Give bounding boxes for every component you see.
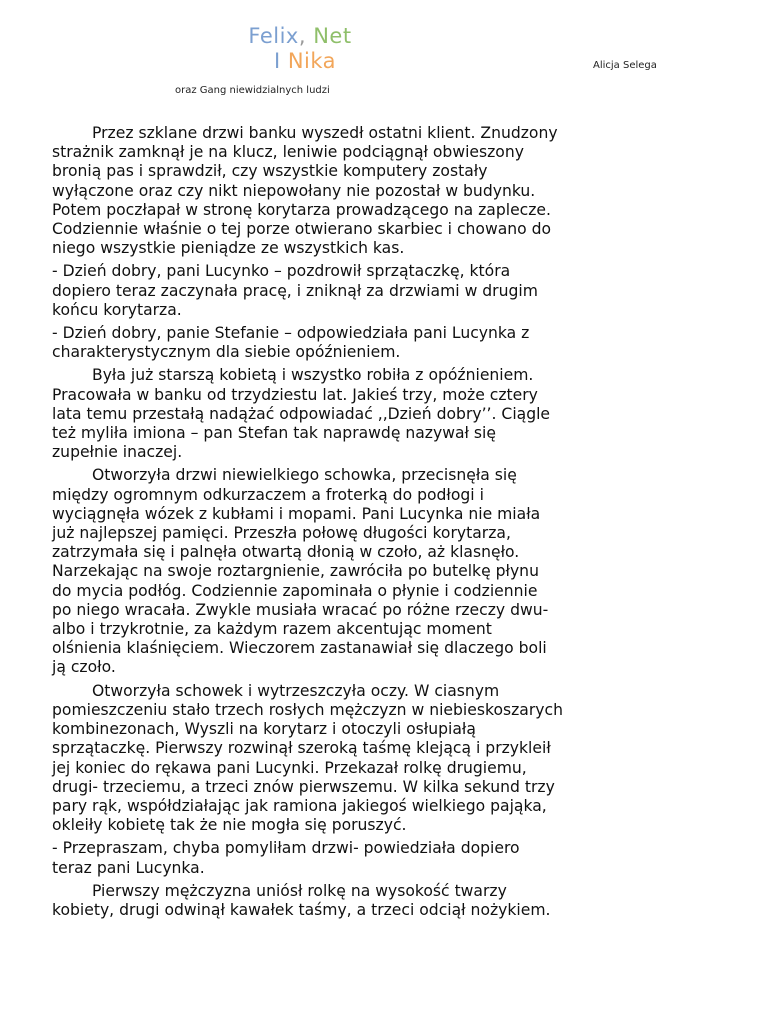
title-word-felix: Felix — [248, 24, 299, 48]
paragraph-3: - Dzień dobry, panie Stefanie – odpowiedziała pani Lucynka z charakterystycznym dla siebie opóźnieniem. — [52, 324, 530, 362]
title-word-nika: Nika — [287, 49, 337, 73]
paragraph-2: - Dzień dobry, pani Lucynko – pozdrowił sprzątaczkę, która dopiero teraz zaczynała pracę, i zniknął za drzwiami w drugim końcu korytarza. — [52, 262, 538, 319]
title-comma: , — [298, 24, 307, 48]
book-title-line-1 — [0, 24, 600, 48]
paragraph-7: - Przepraszam, chyba pomyliłam drzwi- powiedziała dopiero teraz pani Lucynka. — [52, 839, 520, 877]
paragraph-8: Pierwszy mężczyzna uniósł rolkę na wysokość twarzy kobiety, drugi odwinął kawałek taśmy, a trzeci odciął nożykiem. — [52, 881, 551, 919]
paragraph-1: Przez szklane drzwi banku wyszedł ostatni klient. Znudzony strażnik zamknął je na klucz, leniwie podciągnął obwieszony bronią pas i sprawdził, czy wszystkie komputery zostały wyłączone oraz czy nikt niepowołany nie pozostał w budynku. Potem poczłapał w stronę korytarza prowadzącego na zaplecze. Codziennie właśnie o tej porze otwierano skarbiec i chowano do niego wszystkie pieniądze ze wszystkich kas. — [52, 124, 558, 258]
book-subtitle: oraz Gang niewidzialnych ludzi — [175, 85, 330, 96]
paragraph-5: Otworzyła drzwi niewielkiego schowka, przecisnęła się między ogromnym odkurzaczem a froterką do podłogi i wyciągnęła wózek z kubłami i mopami. Pani Lucynka nie miała już najlepszej pamięci. Przeszła połowę długości korytarza, zatrzymała się i palnęła otwartą dłonią w czoło, aż klasnęło. Narzekając na swoje roztargnienie, zawróciła po butelkę płynu do mycia podłóg. Codziennie zapominała o płynie i codziennie po niego wracała. Zwykle musiała wracać po różne rzeczy dwu- albo i trzykrotnie, za każdym razem akcentując moment olśnienia klaśnięciem. Wieczorem zastanawiał się dlaczego boli ją czoło. — [52, 466, 549, 677]
book-title-line-2 — [5, 49, 605, 73]
story-text — [52, 124, 732, 924]
title-word-i: I — [273, 49, 281, 73]
paragraph-4: Była już starszą kobietą i wszystko robiła z opóźnieniem. Pracowała w banku od trzydziestu lat. Jakieś trzy, może cztery lata temu przestałą nadążać odpowiadać ,,Dzień dobry’’. Ciągle też myliła imiona – pan Stefan tak naprawdę nazywał się zupełnie inaczej. — [52, 366, 551, 462]
paragraph-6: Otworzyła schowek i wytrzeszczyła oczy. W ciasnym pomieszczeniu stało trzech rosłych mężczyzn w niebieskoszarych kombinezonach, Wyszli na korytarz i otoczyli osłupiałą sprzątaczkę. Pierwszy rozwinął szeroką taśmę klejącą i przykleił jej koniec do rękawa pani Lucynki. Przekazał rolkę drugiemu, drugi- trzeciemu, a trzeci znów pierwszemu. W kilka sekund trzy pary rąk, współdziałając jak ramiona jakiegoś wielkiego pająka, okleiły kobietę tak że nie mogła się poruszyć. — [52, 681, 563, 835]
author-name: Alicja Selega — [593, 60, 657, 71]
title-word-net: Net — [313, 24, 352, 48]
